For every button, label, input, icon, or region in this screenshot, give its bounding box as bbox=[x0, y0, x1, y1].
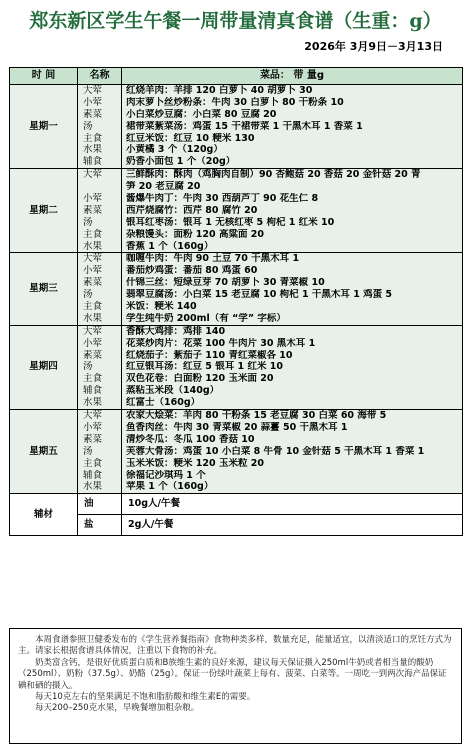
dish-item: 学生纯牛奶 200ml（有 “学” 字标） bbox=[126, 312, 286, 324]
category-label: 汤 bbox=[83, 120, 93, 132]
category-label: 小荤 bbox=[83, 193, 103, 205]
condiment-row bbox=[10, 494, 463, 515]
category-label: 水果 bbox=[83, 240, 103, 252]
category-label: 汤 bbox=[83, 445, 93, 457]
category-column bbox=[78, 253, 122, 325]
dish-item: 徐福记沙琪玛 1 个 bbox=[126, 469, 206, 481]
category-label: 水果 bbox=[83, 144, 103, 156]
category-label: 水果 bbox=[83, 312, 103, 324]
page-title: 郑东新区学生午餐一周带量清真食谱（生重：g） bbox=[29, 10, 442, 32]
note-paragraph: 奶类富含钙，是很好优质蛋白质和B族维生素的良好来源，建议每天保证摄入250ml牛奶或者相当量的酸奶（250ml）、奶粉（37.5g）、奶酪（25g）。保证一份绿叶蔬菜上每有、菠菜、白菜等。一周吃一到两次海产品保证碘和硒的摄入。 bbox=[18, 657, 447, 691]
dish-item: 玉米米饭：粳米 120 玉米粒 20 bbox=[126, 457, 264, 469]
weekly-menu-table bbox=[9, 67, 463, 536]
category-label: 小荤 bbox=[83, 421, 103, 433]
day-label: 星期四 bbox=[10, 325, 78, 409]
category-label: 辅食 bbox=[83, 385, 103, 397]
day-row bbox=[10, 85, 463, 169]
day-row bbox=[10, 169, 463, 253]
nutrition-notes bbox=[9, 628, 462, 744]
dish-item: 三鲜酥肉：酥肉（鸡胸肉自制）90 杏鲍菇 20 香菇 20 金针菇 20 青 bbox=[126, 169, 421, 181]
day-label: 星期一 bbox=[10, 85, 78, 169]
condiment-row bbox=[10, 515, 463, 536]
dish-column bbox=[122, 253, 463, 325]
header-name: 名称 bbox=[78, 68, 122, 85]
dish-item: 清炒冬瓜：冬瓜 100 香菇 10 bbox=[126, 433, 255, 445]
dish-item: 酱爆牛肉丁：牛肉 30 西葫芦丁 90 花生仁 8 bbox=[126, 193, 319, 205]
dish-column bbox=[122, 169, 463, 253]
category-label: 素菜 bbox=[83, 108, 103, 120]
dish-item: 红豆米饭：红豆 10 粳米 130 bbox=[126, 132, 255, 144]
category-label: 主食 bbox=[83, 457, 103, 469]
category-column bbox=[78, 325, 122, 409]
day-row bbox=[10, 253, 463, 325]
dish-item: 翡翠豆腐汤：小白菜 15 老豆腐 10 枸杞 1 干黑木耳 1 鸡蛋 5 bbox=[126, 289, 393, 301]
dish-item: 红富士（160g） bbox=[126, 397, 201, 409]
dish-item: 杂粮馒头：面粉 120 高粱面 20 bbox=[126, 228, 264, 240]
category-label: 大荤 bbox=[83, 85, 103, 96]
dish-item: 米饭：粳米 140 bbox=[126, 301, 197, 313]
note-paragraph: 本周食谱参照卫健委发布的《学生营养餐指南》食物种类多样，数量充足，能量适宜，以清淡适口的烹饪方式为主。请家长根据食谱具体情况，注重以下食物的补充。 bbox=[18, 635, 452, 657]
category-column bbox=[78, 410, 122, 494]
dish-item: 芙蓉大骨汤：鸡蛋 10 小白菜 8 牛骨 10 金针菇 5 干黑木耳 1 香菜 1 bbox=[126, 445, 425, 457]
category-label: 水果 bbox=[83, 397, 103, 409]
dish-item: 银耳红枣汤：银耳 1 无核红枣 5 枸杞 1 红米 10 bbox=[126, 216, 335, 228]
salt-label: 盐 bbox=[78, 515, 122, 536]
category-label: 汤 bbox=[83, 289, 93, 301]
category-label: 大荤 bbox=[83, 325, 103, 337]
condiments-label: 辅材 bbox=[10, 494, 78, 536]
category-label: 辅食 bbox=[83, 469, 103, 481]
category-label bbox=[83, 181, 121, 193]
header-dish: 菜品： 带 量g bbox=[122, 68, 463, 85]
table-header-row bbox=[10, 68, 463, 85]
dish-column bbox=[122, 85, 463, 169]
oil-amount: 10g人/午餐 bbox=[122, 494, 463, 515]
category-label: 素菜 bbox=[83, 433, 103, 445]
dish-item: 蒸粘玉米段（140g） bbox=[126, 385, 220, 397]
header-time: 时 间 bbox=[10, 68, 78, 85]
dish-item: 什锦三丝：短绿豆芽 70 胡萝卜 30 青菜椒 10 bbox=[126, 277, 325, 289]
dish-item: 小白菜炒豆腐：小白菜 80 豆腐 20 bbox=[126, 108, 277, 120]
category-label: 素菜 bbox=[83, 204, 103, 216]
dish-item: 裙带菜紫菜汤：鸡蛋 15 干裙带菜 1 干黑木耳 1 香菜 1 bbox=[126, 120, 363, 132]
category-label: 小荤 bbox=[83, 96, 103, 108]
dish-item: 肉末萝卜丝炒粉条：牛肉 30 白萝卜 80 干粉条 10 bbox=[126, 96, 344, 108]
dish-item: 香蕉 1 个（160g） bbox=[126, 240, 214, 252]
day-row bbox=[10, 325, 463, 409]
dish-column bbox=[122, 325, 463, 409]
category-label: 水果 bbox=[83, 481, 103, 493]
day-label: 星期三 bbox=[10, 253, 78, 325]
category-label: 汤 bbox=[83, 216, 93, 228]
dish-item: 番茄炒鸡蛋：番茄 80 鸡蛋 60 bbox=[126, 265, 258, 277]
dish-item: 苹果 1 个（160g） bbox=[126, 481, 214, 493]
dish-item: 农家大烩菜：羊肉 80 干粉条 15 老豆腐 30 白菜 60 海带 5 bbox=[126, 410, 387, 422]
dish-item: 鱼香肉丝：牛肉 30 青菜椒 20 蒜薹 50 干黑木耳 1 bbox=[126, 421, 348, 433]
dish-item: 西芹烧腐竹：西芹 80 腐竹 20 bbox=[126, 204, 258, 216]
category-label: 大荤 bbox=[83, 169, 103, 181]
category-label: 汤 bbox=[83, 361, 93, 373]
category-label: 小荤 bbox=[83, 265, 103, 277]
day-label: 星期二 bbox=[10, 169, 78, 253]
day-label: 星期五 bbox=[10, 410, 78, 494]
oil-label: 油 bbox=[78, 494, 122, 515]
category-label: 主食 bbox=[83, 301, 103, 313]
dish-item: 笋 20 老豆腐 20 bbox=[126, 181, 201, 193]
category-label: 辅食 bbox=[83, 156, 103, 168]
category-label: 主食 bbox=[83, 132, 103, 144]
category-label: 小荤 bbox=[83, 337, 103, 349]
note-paragraph: 每天10克左右的坚果满足不饱和脂肪酸和维生素E的需要。 bbox=[35, 692, 256, 703]
note-paragraph: 每天200–250克水果，早晚餐增加粗杂粮。 bbox=[35, 703, 200, 714]
category-label: 素菜 bbox=[83, 349, 103, 361]
dish-item: 花菜炒肉片：花菜 100 牛肉片 30 黑木耳 1 bbox=[126, 337, 316, 349]
salt-amount: 2g人/午餐 bbox=[122, 515, 463, 536]
dish-item: 咖喱牛肉：牛肉 90 土豆 70 干黑木耳 1 bbox=[126, 253, 300, 265]
category-label: 大荤 bbox=[83, 253, 103, 265]
dish-item: 红烧羊肉：羊排 120 白萝卜 40 胡萝卜 30 bbox=[126, 85, 313, 96]
dish-item: 香酥大鸡排：鸡排 140 bbox=[126, 325, 226, 337]
dish-item: 奶香小面包 1 个（20g） bbox=[126, 156, 236, 168]
dish-item: 红豆银耳汤：红豆 5 银耳 1 红米 10 bbox=[126, 361, 283, 373]
category-label: 大荤 bbox=[83, 410, 103, 422]
category-label: 主食 bbox=[83, 228, 103, 240]
date-range: 2026年 3月9日－3月13日 bbox=[304, 40, 443, 53]
category-column bbox=[78, 169, 122, 253]
dish-item: 双色花卷：白面粉 120 玉米面 20 bbox=[126, 373, 274, 385]
category-column bbox=[78, 85, 122, 169]
menu-body bbox=[10, 85, 463, 536]
dish-item: 红烧茄子：紫茄子 110 青红菜椒各 10 bbox=[126, 349, 293, 361]
dish-item: 小黄橘 3 个（120g） bbox=[126, 144, 223, 156]
category-label: 主食 bbox=[83, 373, 103, 385]
dish-column bbox=[122, 410, 463, 494]
day-row bbox=[10, 410, 463, 494]
category-label: 素菜 bbox=[83, 277, 103, 289]
